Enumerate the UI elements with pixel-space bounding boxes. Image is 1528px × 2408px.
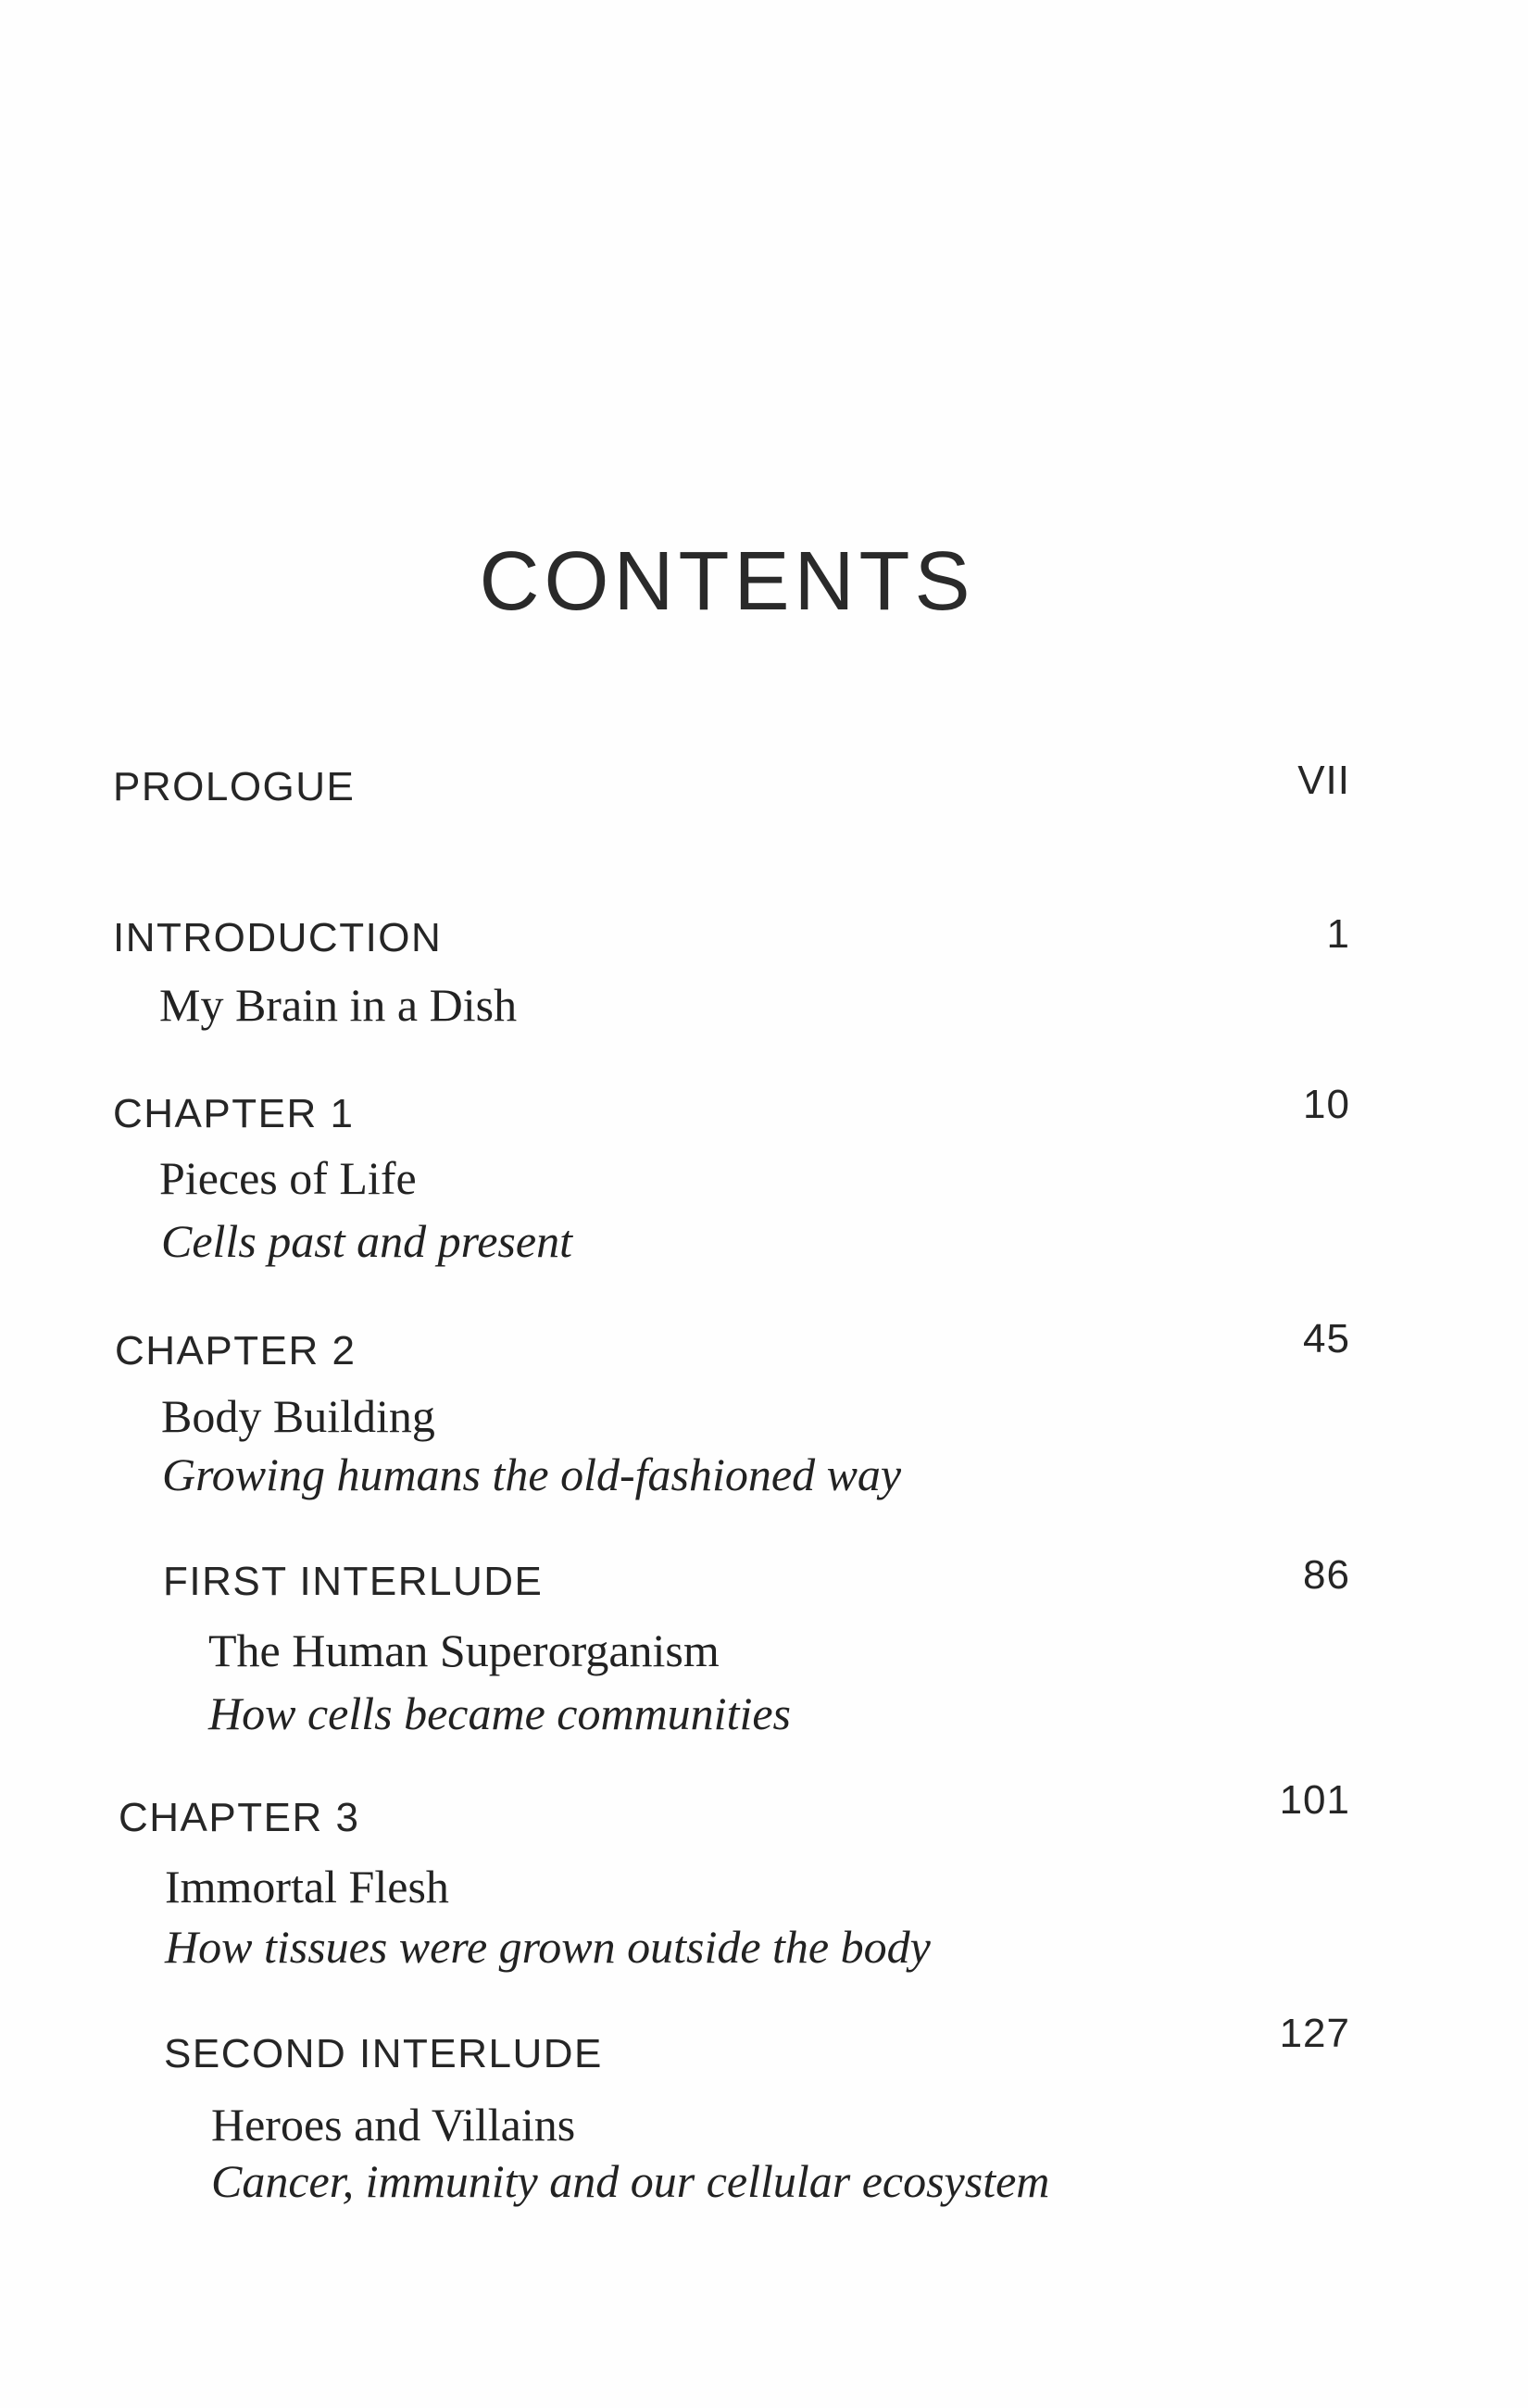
page-title: CONTENTS: [479, 535, 975, 628]
toc-page-number: 101: [1279, 1777, 1350, 1823]
toc-entry-title: Heroes and Villains: [211, 2099, 576, 2151]
toc-entry-subtitle: Growing humans the old-fashioned way: [162, 1449, 902, 1500]
toc-entry-label: FIRST INTERLUDE: [163, 1559, 544, 1604]
toc-entry-label: CHAPTER 3: [119, 1795, 360, 1840]
toc-entry-subtitle: Cells past and present: [161, 1215, 572, 1267]
toc-entry-label: CHAPTER 1: [113, 1091, 355, 1136]
toc-entry-title: Pieces of Life: [159, 1152, 417, 1204]
toc-page-number: 10: [1303, 1082, 1350, 1127]
toc-entry-label: SECOND INTERLUDE: [164, 2031, 603, 2076]
toc-entry-title: Immortal Flesh: [165, 1861, 449, 1913]
toc-entry-label: CHAPTER 2: [115, 1328, 357, 1373]
toc-entry-label: PROLOGUE: [113, 764, 356, 809]
toc-entry-subtitle: Cancer, immunity and our cellular ecosystem: [211, 2155, 1050, 2207]
toc-page-number: 127: [1279, 2011, 1350, 2056]
toc-entry-subtitle: How cells became communities: [208, 1687, 792, 1739]
toc-page-number: 45: [1303, 1316, 1350, 1361]
toc-entry-title: My Brain in a Dish: [159, 979, 518, 1031]
toc-entry-title: The Human Superorganism: [208, 1624, 720, 1676]
toc-page-number: VII: [1297, 758, 1350, 803]
toc-entry-label: INTRODUCTION: [113, 915, 443, 960]
toc-entry-title: Body Building: [161, 1390, 435, 1442]
toc-page-number: 1: [1326, 911, 1350, 957]
toc-entry-subtitle: How tissues were grown outside the body: [165, 1921, 931, 1973]
toc-page-number: 86: [1303, 1552, 1350, 1598]
